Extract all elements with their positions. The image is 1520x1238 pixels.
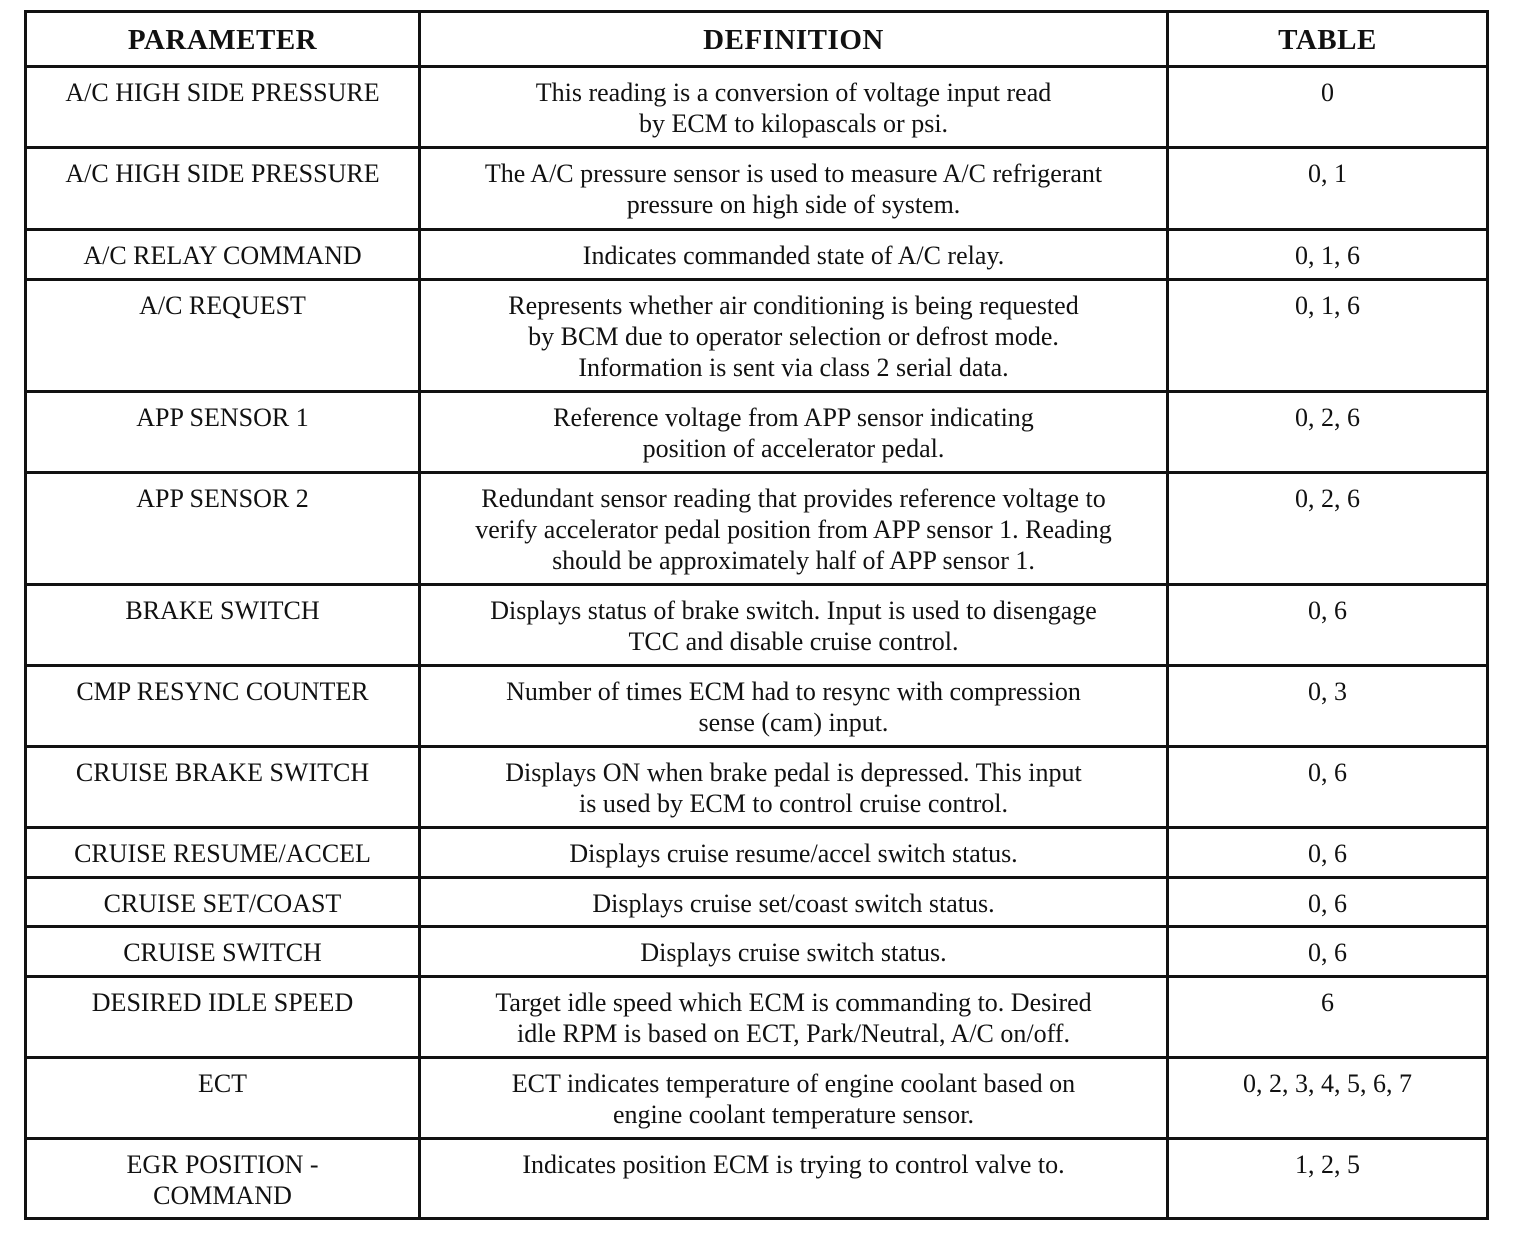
- parameter-cell: ECT: [26, 1058, 420, 1139]
- definition-cell: Displays cruise resume/accel switch status.: [420, 828, 1168, 878]
- table-ref-cell: 0, 2, 6: [1168, 392, 1488, 473]
- parameter-cell: DESIRED IDLE SPEED: [26, 977, 420, 1058]
- table-ref-cell: 0, 6: [1168, 828, 1488, 878]
- definition-cell: Indicates commanded state of A/C relay.: [420, 230, 1168, 280]
- definition-cell: Displays status of brake switch. Input is used to disengage TCC and disable cruise control.: [420, 585, 1168, 666]
- parameter-cell: CRUISE SWITCH: [26, 927, 420, 977]
- definition-cell: Represents whether air conditioning is being requested by BCM due to operator selection or defrost mode. Information is sent via class 2 serial data.: [420, 280, 1168, 392]
- table-row: [26, 1058, 1488, 1139]
- definition-cell: Target idle speed which ECM is commanding to. Desired idle RPM is based on ECT, Park/Neutral, A/C on/off.: [420, 977, 1168, 1058]
- table-ref-cell: 0, 6: [1168, 927, 1488, 977]
- parameter-cell: A/C RELAY COMMAND: [26, 230, 420, 280]
- table-row: [26, 977, 1488, 1058]
- parameter-cell: APP SENSOR 2: [26, 473, 420, 585]
- table-ref-cell: 0, 2, 3, 4, 5, 6, 7: [1168, 1058, 1488, 1139]
- table-ref-cell: 0, 6: [1168, 585, 1488, 666]
- table-row: [26, 666, 1488, 747]
- definition-cell: Number of times ECM had to resync with compression sense (cam) input.: [420, 666, 1168, 747]
- table-ref-cell: 0, 1, 6: [1168, 280, 1488, 392]
- parameter-cell: A/C HIGH SIDE PRESSURE: [26, 67, 420, 148]
- table-row: [26, 148, 1488, 230]
- table-ref-cell: 1, 2, 5: [1168, 1139, 1488, 1219]
- table-row: [26, 878, 1488, 927]
- table-ref-cell: 0, 6: [1168, 747, 1488, 828]
- definition-cell: Redundant sensor reading that provides reference voltage to verify accelerator pedal position from APP sensor 1. Reading should be approximately half of APP sensor 1.: [420, 473, 1168, 585]
- parameter-cell: CMP RESYNC COUNTER: [26, 666, 420, 747]
- parameter-cell: APP SENSOR 1: [26, 392, 420, 473]
- table-ref-cell: 0, 1, 6: [1168, 230, 1488, 280]
- table-row: [26, 747, 1488, 828]
- parameter-table-sheet: [24, 10, 1486, 1220]
- definition-cell: Displays ON when brake pedal is depressed. This input is used by ECM to control cruise control.: [420, 747, 1168, 828]
- table-ref-cell: 6: [1168, 977, 1488, 1058]
- table-ref-cell: 0, 1: [1168, 148, 1488, 230]
- table-ref-cell: 0: [1168, 67, 1488, 148]
- header-parameter: PARAMETER: [26, 12, 420, 67]
- table-row: [26, 280, 1488, 392]
- parameter-cell: CRUISE RESUME/ACCEL: [26, 828, 420, 878]
- table-row: [26, 1139, 1488, 1219]
- definition-cell: Displays cruise set/coast switch status.: [420, 878, 1168, 927]
- table-row: [26, 585, 1488, 666]
- definition-cell: This reading is a conversion of voltage input read by ECM to kilopascals or psi.: [420, 67, 1168, 148]
- definition-cell: The A/C pressure sensor is used to measure A/C refrigerant pressure on high side of system.: [420, 148, 1168, 230]
- parameter-cell: CRUISE SET/COAST: [26, 878, 420, 927]
- definition-cell: Displays cruise switch status.: [420, 927, 1168, 977]
- header-table: TABLE: [1168, 12, 1488, 67]
- table-ref-cell: 0, 3: [1168, 666, 1488, 747]
- table-row: [26, 927, 1488, 977]
- definition-cell: Reference voltage from APP sensor indicating position of accelerator pedal.: [420, 392, 1168, 473]
- table-row: [26, 473, 1488, 585]
- table-row: [26, 392, 1488, 473]
- definition-cell: Indicates position ECM is trying to control valve to.: [420, 1139, 1168, 1219]
- parameter-cell: EGR POSITION - COMMAND: [26, 1139, 420, 1219]
- parameter-cell: CRUISE BRAKE SWITCH: [26, 747, 420, 828]
- table-row: [26, 67, 1488, 148]
- parameter-cell: BRAKE SWITCH: [26, 585, 420, 666]
- header-row: [26, 12, 1488, 67]
- table-row: [26, 828, 1488, 878]
- parameter-cell: A/C HIGH SIDE PRESSURE: [26, 148, 420, 230]
- parameter-cell: A/C REQUEST: [26, 280, 420, 392]
- table-ref-cell: 0, 6: [1168, 878, 1488, 927]
- header-definition: DEFINITION: [420, 12, 1168, 67]
- table-ref-cell: 0, 2, 6: [1168, 473, 1488, 585]
- parameter-table: [24, 10, 1489, 1220]
- definition-cell: ECT indicates temperature of engine coolant based on engine coolant temperature sensor.: [420, 1058, 1168, 1139]
- table-row: [26, 230, 1488, 280]
